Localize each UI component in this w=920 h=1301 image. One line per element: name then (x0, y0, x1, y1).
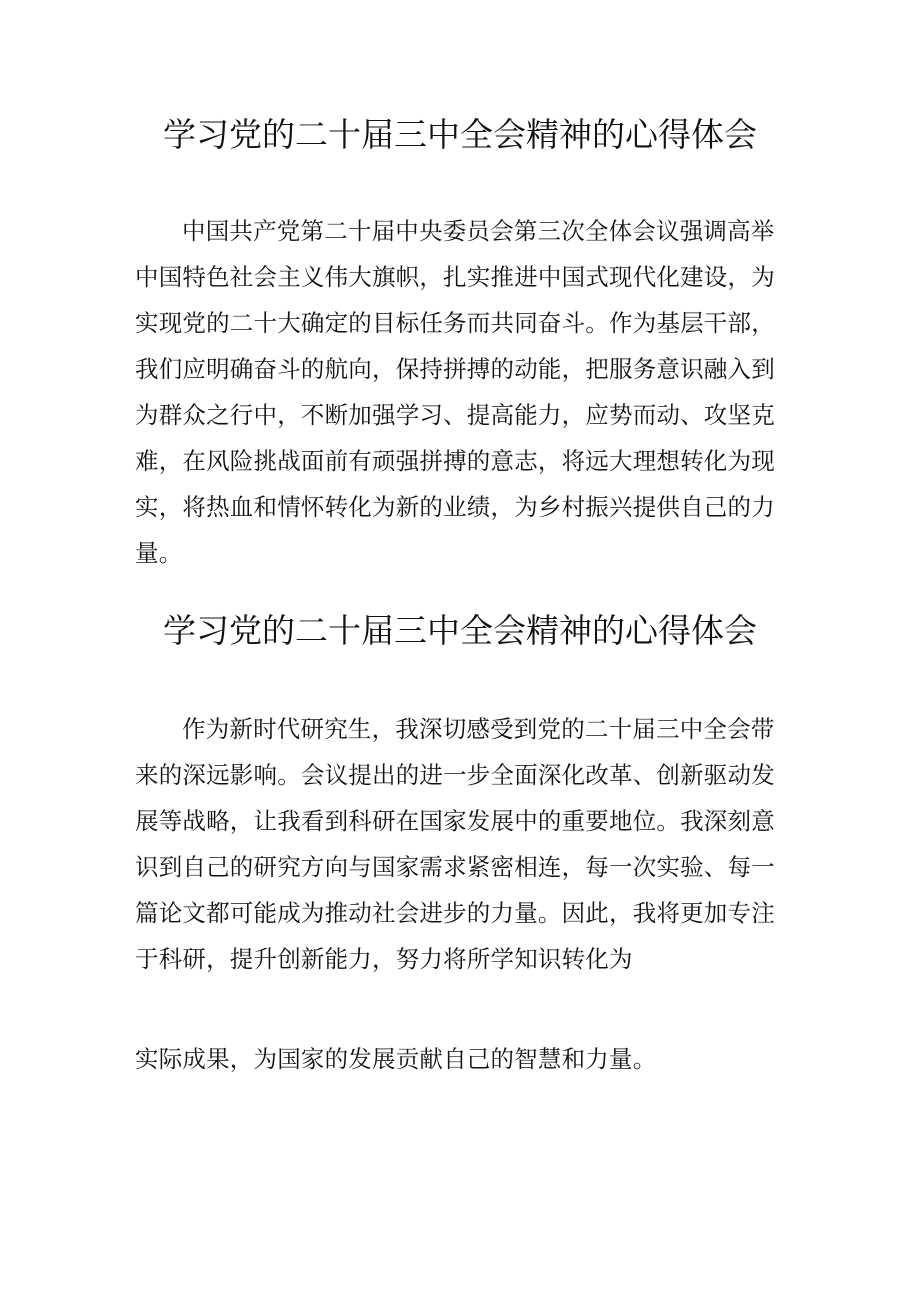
section-paragraph-2: 作为新时代研究生，我深切感受到党的二十届三中全会带来的深远影响。会议提出的进一步全面深化改革、创新驱动发展等战略，让我看到科研在国家发展中的重要地位。我深刻意识到自己的研究方向与国家需求紧密相连，每一次实验、每一篇论文都可能成为推动社会进步的力量。因此，我将更加专注于科研，提升创新能力，努力将所学知识转化为 (135, 715, 775, 973)
section-title-1: 学习党的二十届三中全会精神的心得体会 (163, 115, 757, 154)
section-paragraph-1: 中国共产党第二十届中央委员会第三次全体会议强调高举中国特色社会主义伟大旗帜，扎实推进中国式现代化建设，为实现党的二十大确定的目标任务而共同奋斗。作为基层干部，我们应明确奋斗的航向，保持拼搏的动能，把服务意识融入到为群众之行中，不断加强学习、提高能力，应势而动、攻坚克难，在风险挑战面前有顽强拼搏的意志，将远大理想转化为现实，将热血和情怀转化为新的业绩，为乡村振兴提供自己的力量。 (135, 217, 775, 567)
section-paragraph-2-continuation: 实际成果，为国家的发展贡献自己的智慧和力量。 (135, 1045, 657, 1073)
section-title-2: 学习党的二十届三中全会精神的心得体会 (163, 611, 757, 650)
